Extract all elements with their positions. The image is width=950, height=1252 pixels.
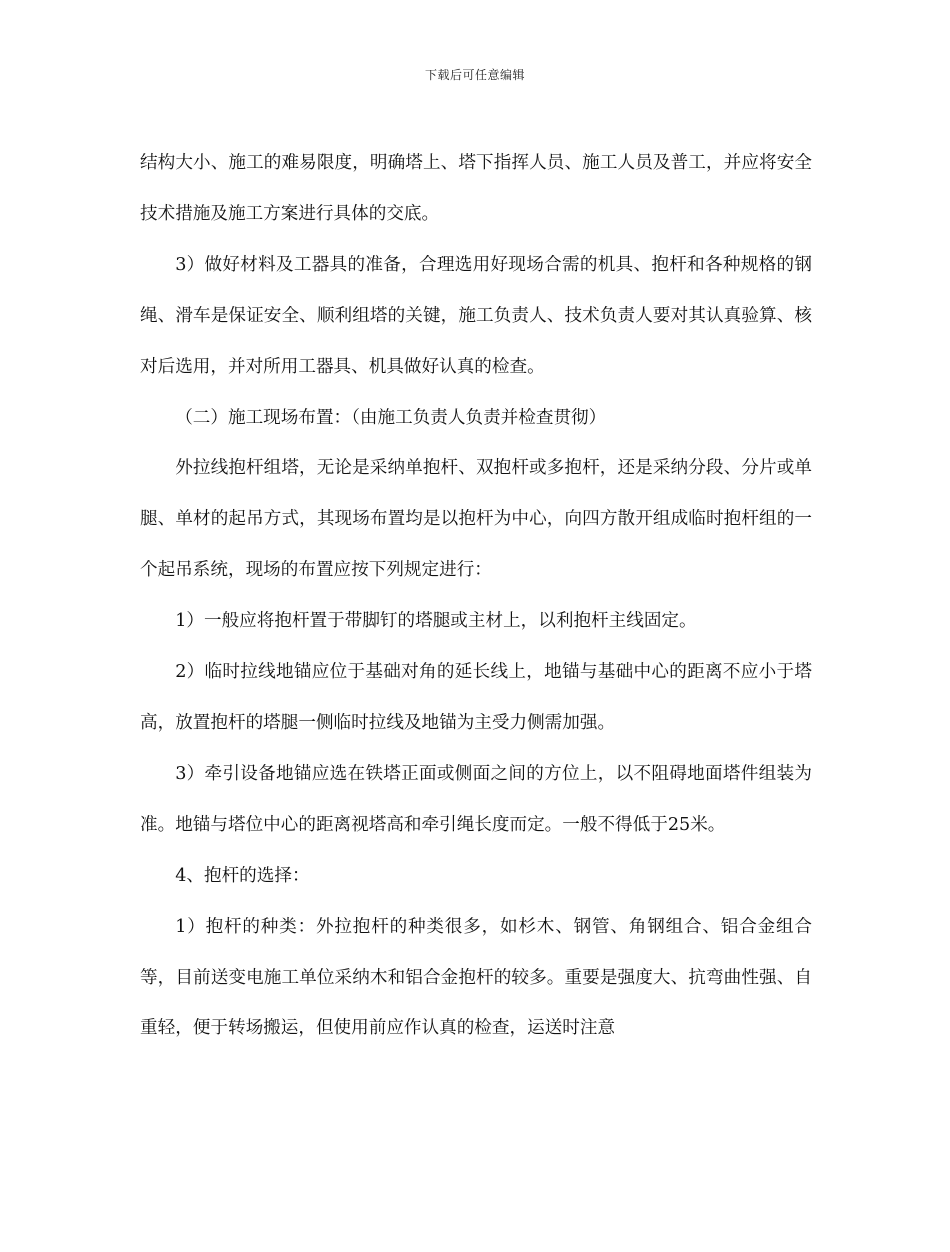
paragraph: 1）一般应将抱杆置于带脚钉的塔腿或主材上，以利抱杆主线固定。 xyxy=(175,611,697,632)
paragraph: 1）抱杆的种类：外拉抱杆的种类很多，如杉木、钢管、角钢组合、铝合金组合等，目前送变电施工单位采纳木和铝合金抱杆的较多。重要是强度大、抗弯曲性强、自重轻，便于转场搬运，但使用前应作认真的检查，运送时注意 xyxy=(140,916,812,1039)
document-body xyxy=(140,138,812,1054)
paragraph: 结构大小、施工的难易限度，明确塔上、塔下指挥人员、施工人员及普工，并应将安全技术措施及施工方案进行具体的交底。 xyxy=(140,153,812,224)
paragraph: 2）临时拉线地锚应位于基础对角的延长线上，地锚与基础中心的距离不应小于塔高，放置抱杆的塔腿一侧临时拉线及地锚为主受力侧需加强。 xyxy=(140,662,812,733)
paragraph: 3）牵引设备地锚应选在铁塔正面或侧面之间的方位上，以不阻碍地面塔件组装为准。地锚与塔位中心的距离视塔高和牵引绳长度而定。一般不得低于25米。 xyxy=(140,763,812,835)
paragraph: 外拉线抱杆组塔，无论是采纳单抱杆、双抱杆或多抱杆，还是采纳分段、分片或单腿、单材的起吊方式，其现场布置均是以抱杆为中心，向四方散开组成临时抱杆组的一个起吊系统，现场的布置应按下列规定进行： xyxy=(140,458,812,581)
section-heading: 4、抱杆的选择： xyxy=(175,865,310,886)
page-header-note: 下载后可任意编辑 xyxy=(424,68,525,82)
section-heading: （二）施工现场布置：（由施工负责人负责并检查贯彻） xyxy=(175,407,607,428)
paragraph: 3）做好材料及工器具的准备，合理选用好现场合需的机具、抱杆和各种规格的钢绳、滑车是保证安全、顺利组塔的关键，施工负责人、技术负责人要对其认真验算、核对后选用，并对所用工器具、机具做好认真的检查。 xyxy=(140,254,812,377)
